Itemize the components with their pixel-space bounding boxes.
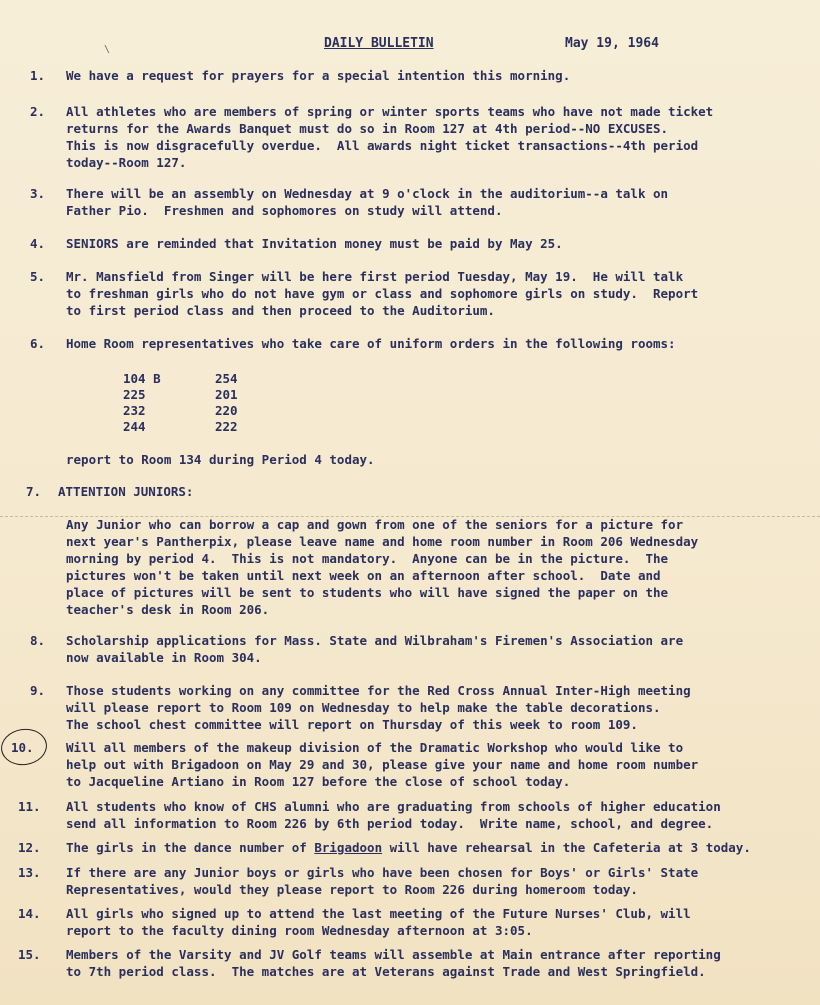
item-number: 12. <box>18 840 41 855</box>
room-list <box>123 371 283 435</box>
item-text-part: will have rehearsal in the Cafeteria at 3 today. <box>382 840 751 855</box>
item-text: Will all members of the makeup division of the Dramatic Workshop who would like to help out with Brigadoon on May 29 and 30, please give your name and home room number to Jacqueline Artiano in Room 127 before the close of school today. <box>66 740 699 789</box>
item-text: Members of the Varsity and JV Golf teams will assemble at Main entrance after reporting to 7th period class. The matches are at Veterans against Trade and West Springfield. <box>66 947 721 979</box>
item-text: Mr. Mansfield from Singer will be here first period Tuesday, May 19. He will talk to freshman girls who do not have gym or class and sophomore girls on study. Report to first period class and then proceed to the Auditorium. <box>66 269 699 318</box>
item-text: If there are any Junior boys or girls who have been chosen for Boys' or Girls' State Representatives, would they please report to Room 226 during homeroom today. <box>66 865 699 897</box>
room-number: 220 <box>215 403 238 418</box>
item-number: 10. <box>11 740 34 755</box>
room-number: 225 <box>123 387 146 402</box>
room-number: 222 <box>215 419 238 434</box>
item-text: Any Junior who can borrow a cap and gown from one of the seniors for a picture for next year's Pantherpix, please leave name and home room number in Room 206 Wednesday morning by period 4. This is not mandatory. Anyone can be in the picture. The pictures won't be taken until next week on an afternoon after school. Date and place of pictures will be sent to students who will have signed the paper on the teacher's desk in Room 206. <box>66 517 699 617</box>
item-text: Those students working on any committee for the Red Cross Annual Inter-High meeting will please report to Room 109 on Wednesday to help make the table decorations. The school chest committee will report on Thursday of this week to room 109. <box>66 683 691 732</box>
room-row <box>123 419 283 435</box>
item-text: We have a request for prayers for a special intention this morning. <box>66 68 571 83</box>
item-text: There will be an assembly on Wednesday at 9 o'clock in the auditorium--a talk on Father Pio. Freshmen and sophomores on study will attend. <box>66 186 669 218</box>
item-number: 11. <box>18 799 41 814</box>
item-number: 8. <box>30 633 46 648</box>
item-number: 1. <box>30 68 46 83</box>
room-row <box>123 387 283 403</box>
item-number: 9. <box>30 683 46 698</box>
room-number: 254 <box>215 371 238 386</box>
item-number: 4. <box>30 236 46 251</box>
bulletin-date: May 19, 1964 <box>565 36 659 51</box>
rooms-report-instruction: report to Room 134 during Period 4 today. <box>66 452 375 467</box>
room-number: 244 <box>123 419 146 434</box>
show-title-underlined: Brigadoon <box>314 840 383 855</box>
room-number: 232 <box>123 403 146 418</box>
item-text: Home Room representatives who take care of uniform orders in the following rooms: <box>66 336 676 351</box>
item-text: Scholarship applications for Mass. State and Wilbraham's Firemen's Association are now available in Room 304. <box>66 633 684 665</box>
item-number: 14. <box>18 906 41 921</box>
item-text: SENIORS are reminded that Invitation money must be paid by May 25. <box>66 236 563 251</box>
item-text <box>66 839 818 856</box>
room-row <box>123 371 283 387</box>
item-number: 15. <box>18 947 41 962</box>
item-number: 2. <box>30 104 46 119</box>
attention-juniors-heading: ATTENTION JUNIORS: <box>58 484 194 499</box>
room-number: 201 <box>215 387 238 402</box>
item-number: 6. <box>30 336 46 351</box>
item-text: All students who know of CHS alumni who are graduating from schools of higher education send all information to Room 226 by 6th period today. Write name, school, and degree. <box>66 799 721 831</box>
item-text: All athletes who are members of spring or winter sports teams who have not made ticket returns for the Awards Banquet must do so in Room 127 at 4th period--NO EXCUSES. This is now disgracefully overdue. All awards night ticket transactions--4th period today--Room 127. <box>66 104 714 170</box>
item-text: All girls who signed up to attend the last meeting of the Future Nurses' Club, will report to the faculty dining room Wednesday afternoon at 3:05. <box>66 906 691 938</box>
item-number: 13. <box>18 865 41 880</box>
bulletin-header <box>0 36 820 56</box>
item-number: 7. <box>26 484 42 499</box>
item-number: 3. <box>30 186 46 201</box>
item-number: 5. <box>30 269 46 284</box>
stray-mark: \ <box>104 44 111 55</box>
room-number: 104 B <box>123 371 161 386</box>
room-row <box>123 403 283 419</box>
item-text-part: The girls in the dance number of <box>66 840 315 855</box>
bulletin-title: DAILY BULLETIN <box>324 36 434 51</box>
